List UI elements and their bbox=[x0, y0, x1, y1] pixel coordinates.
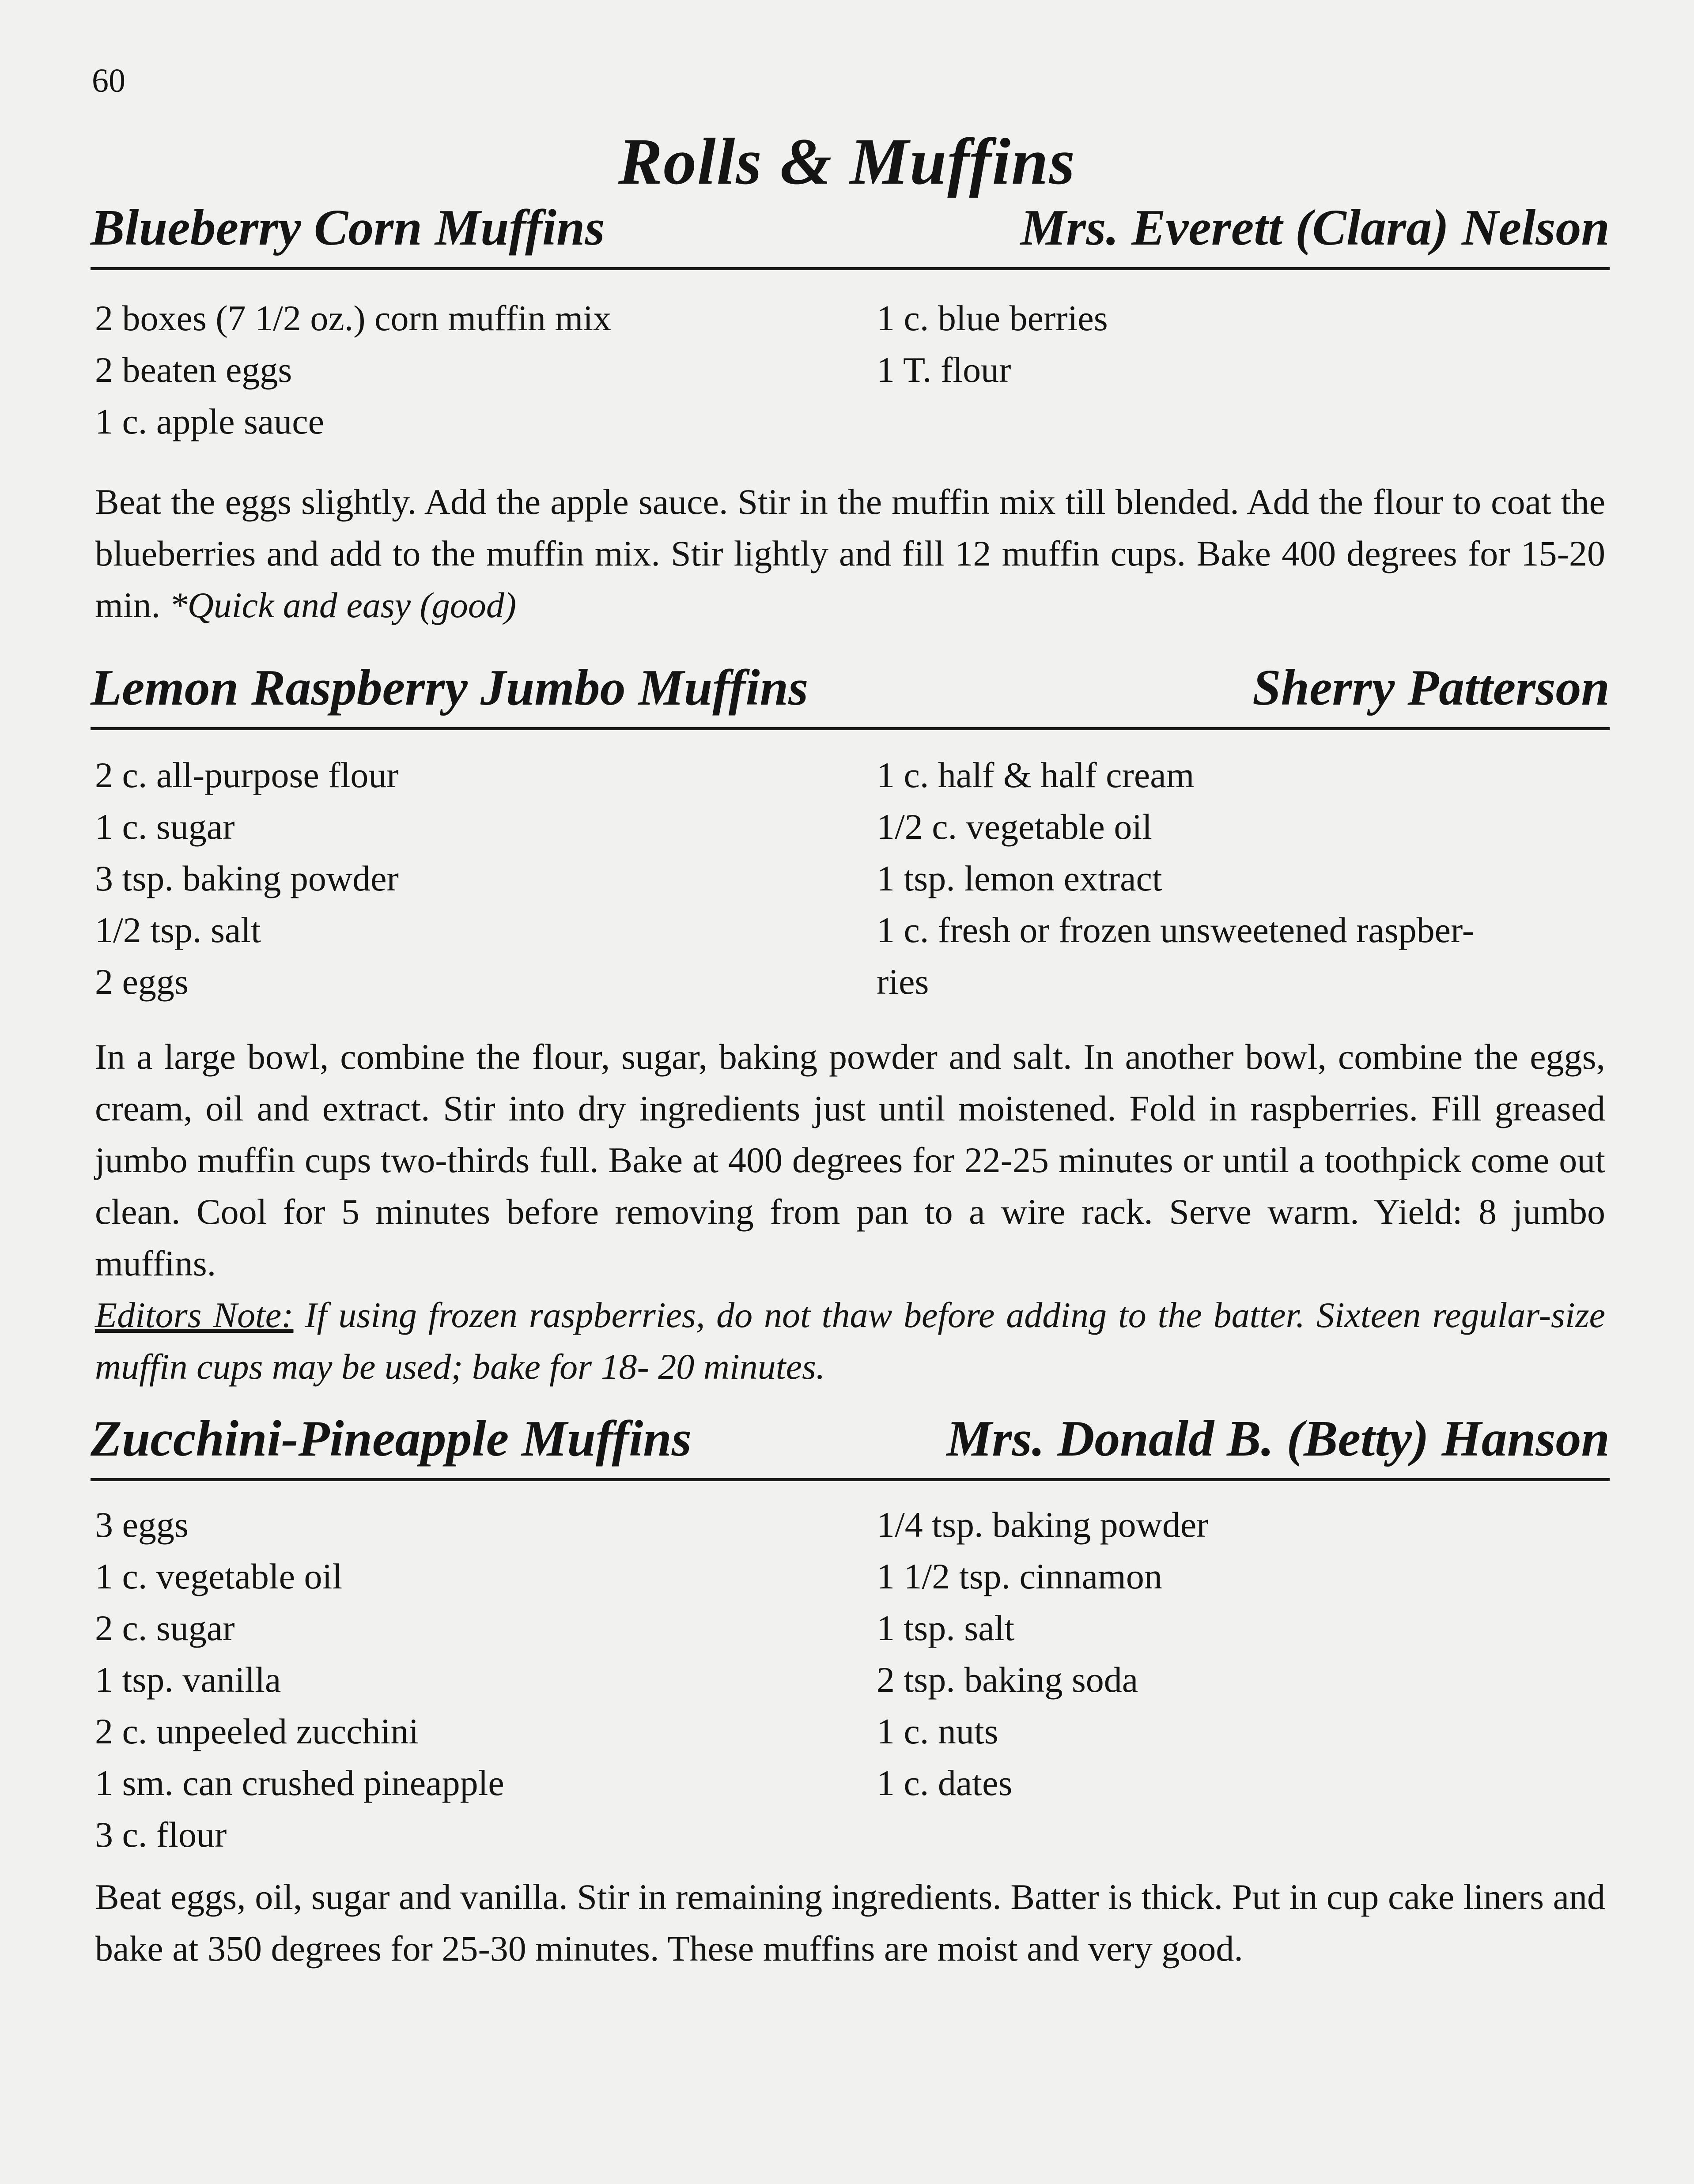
ingredient: 3 eggs bbox=[95, 1505, 189, 1545]
ingredients-left bbox=[95, 292, 611, 447]
recipe-header bbox=[91, 656, 1610, 727]
ingredient: 1 c. sugar bbox=[95, 807, 235, 847]
ingredients-right bbox=[877, 749, 1474, 1007]
directions-text: Beat the eggs slightly. Add the apple sauce. Stir in the muffin mix till blended. Add the flour to coat the blueberries and add to the muffin mix. Stir lightly and fill 12 muffin cups. Bake 400 degrees for 15-20 min. bbox=[95, 482, 1605, 625]
ingredient: 2 eggs bbox=[95, 962, 189, 1002]
recipe-author: Mrs. Donald B. (Betty) Hanson bbox=[946, 1411, 1610, 1467]
title-rule bbox=[91, 267, 1610, 270]
editors-note-label: Editors Note: bbox=[95, 1295, 294, 1335]
recipe-header bbox=[91, 1407, 1610, 1478]
ingredient: 1/2 tsp. salt bbox=[95, 910, 261, 950]
ingredient: 2 tsp. baking soda bbox=[877, 1660, 1138, 1700]
ingredients-right bbox=[877, 1499, 1209, 1809]
ingredient: 2 beaten eggs bbox=[95, 350, 292, 390]
recipe-header bbox=[91, 196, 1610, 267]
ingredient: 1 c. fresh or frozen unsweetened raspber- bbox=[877, 910, 1474, 950]
recipe-author: Mrs. Everett (Clara) Nelson bbox=[1021, 200, 1610, 256]
recipe-directions bbox=[95, 476, 1605, 631]
ingredient: 1 c. nuts bbox=[877, 1711, 998, 1751]
ingredient: 1 sm. can crushed pineapple bbox=[95, 1763, 504, 1803]
ingredients-right bbox=[877, 292, 1108, 396]
ingredient: 2 c. sugar bbox=[95, 1608, 235, 1648]
page-number: 60 bbox=[92, 62, 125, 99]
editors-note bbox=[95, 1289, 1605, 1392]
directions-note: *Quick and easy (good) bbox=[169, 585, 517, 625]
ingredient: 1 c. dates bbox=[877, 1763, 1013, 1803]
ingredient: 1 tsp. vanilla bbox=[95, 1660, 281, 1700]
ingredient: 1 c. half & half cream bbox=[877, 755, 1195, 795]
recipe-title: Lemon Raspberry Jumbo Muffins bbox=[91, 660, 809, 716]
ingredient: 2 boxes (7 1/2 oz.) corn muffin mix bbox=[95, 298, 612, 338]
ingredient: 2 c. unpeeled zucchini bbox=[95, 1711, 419, 1751]
ingredient: 1 c. apple sauce bbox=[95, 401, 325, 441]
chapter-title: Rolls & Muffins bbox=[618, 125, 1076, 198]
ingredients-left bbox=[95, 1499, 504, 1860]
ingredient: 1/2 c. vegetable oil bbox=[877, 807, 1152, 847]
ingredient: 1 1/2 tsp. cinnamon bbox=[877, 1556, 1162, 1596]
ingredient: 1/4 tsp. baking powder bbox=[877, 1505, 1209, 1545]
ingredients-left bbox=[95, 749, 399, 1007]
recipe-directions: In a large bowl, combine the flour, sugar, baking powder and salt. In another bowl, combine the eggs, cream, oil and extract. Stir into dry ingredients just until moistened. Fold in raspberries. Fill greased jumbo muffin cups two-thirds full. Bake at 400 degrees for 22-25 minutes or until a toothpick come out clean. Cool for 5 minutes before removing from pan to a wire rack. Serve warm. Yield: 8 jumbo muffins. bbox=[95, 1037, 1605, 1283]
editors-note-text: If using frozen raspberries, do not thaw before adding to the batter. Sixteen regular-size muffin cups may be used; bake for 18- 20 minutes. bbox=[95, 1295, 1605, 1387]
ingredient: 3 tsp. baking powder bbox=[95, 858, 399, 898]
recipe-title: Blueberry Corn Muffins bbox=[91, 200, 605, 256]
ingredient: 1 tsp. salt bbox=[877, 1608, 1015, 1648]
ingredient: 1 tsp. lemon extract bbox=[877, 858, 1162, 898]
title-rule bbox=[91, 727, 1610, 730]
recipe-directions: Beat eggs, oil, sugar and vanilla. Stir in remaining ingredients. Batter is thick. Put in cup cake liners and bake at 350 degrees for 25-30 minutes. These muffins are moist and very good. bbox=[95, 1877, 1605, 1969]
ingredient: 1 T. flour bbox=[877, 350, 1011, 390]
ingredient: 1 c. blue berries bbox=[877, 298, 1108, 338]
ingredient: 3 c. flour bbox=[95, 1814, 227, 1855]
ingredient: 2 c. all-purpose flour bbox=[95, 755, 399, 795]
title-rule bbox=[91, 1478, 1610, 1481]
ingredient: ries bbox=[877, 962, 929, 1002]
recipe-author: Sherry Patterson bbox=[1252, 660, 1610, 716]
ingredient: 1 c. vegetable oil bbox=[95, 1556, 343, 1596]
recipe-title: Zucchini-Pineapple Muffins bbox=[91, 1411, 692, 1467]
